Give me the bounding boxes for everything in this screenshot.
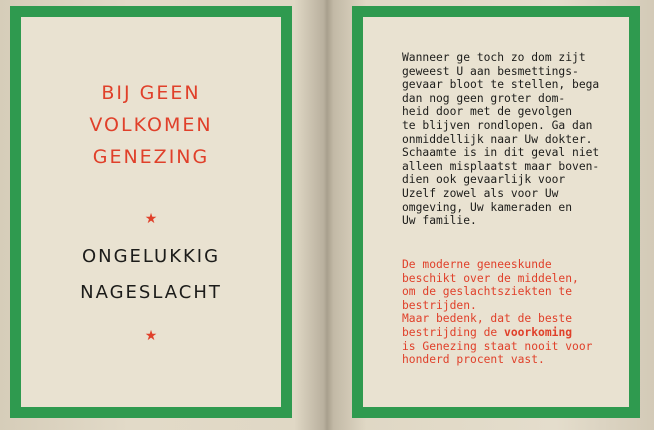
heading-line: NAGESLACHT [80, 282, 222, 303]
text-line: beschikt over de middelen, [402, 271, 579, 285]
star-ornament: ★ [144, 328, 158, 344]
star-ornament: ★ [144, 211, 158, 227]
text-line: honderd procent vast. [402, 353, 545, 367]
text-line: gevaar bloot te stellen, bega [402, 78, 600, 92]
text-line: dien ook gevaarlijk voor [402, 173, 566, 187]
text-line: Uw familie. [402, 214, 477, 228]
right-page [352, 6, 640, 418]
text-line: onmiddellijk naar Uw dokter. [402, 132, 593, 146]
text-line [402, 326, 633, 340]
text-line: bestrijden. [402, 298, 477, 312]
text-line: geweest U aan besmettings- [402, 64, 579, 78]
heading-line: BIJ GEEN [101, 82, 201, 104]
advice-paragraph [402, 258, 633, 367]
text-line: omgeving, Uw kameraden en [402, 200, 573, 214]
warning-paragraph [402, 51, 633, 228]
text-line: is Genezing staat nooit voor [402, 339, 593, 353]
text-line: Maar bedenk, dat de beste [402, 312, 573, 326]
heading-line: VOLKOMEN [89, 114, 213, 136]
text-line: dan nog geen groter dom- [402, 91, 566, 105]
text-line: De moderne geneeskunde [402, 258, 552, 271]
text-line: te blijven rondlopen. Ga dan [402, 118, 593, 132]
text-line: heid door met de gevolgen [402, 105, 573, 119]
text-line: Schaamte is in dit geval niet [402, 146, 600, 160]
black-heading [21, 239, 281, 311]
red-heading [21, 77, 281, 173]
emphasis-word: voorkoming [504, 325, 573, 339]
text-fragment: bestrijding de [402, 325, 505, 339]
text-line: om de geslachtsziekten te [402, 285, 573, 299]
text-line: Uzelf zowel als voor Uw [402, 186, 559, 200]
left-page [10, 6, 292, 418]
heading-line: GENEZING [92, 146, 210, 168]
text-line: Wanneer ge toch zo dom zijt [402, 51, 586, 64]
text-line: alleen misplaatst maar boven- [402, 159, 600, 173]
heading-line: ONGELUKKIG [81, 246, 221, 267]
